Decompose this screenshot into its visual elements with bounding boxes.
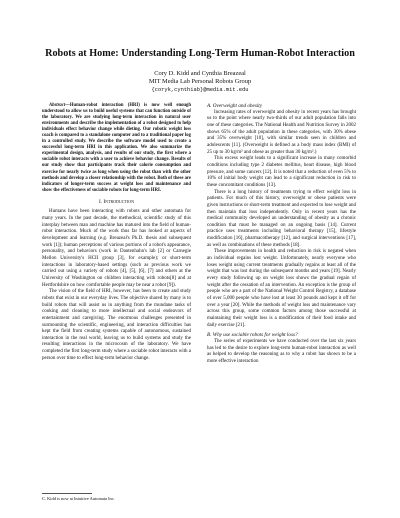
section-heading-introduction: I. Introduction <box>98 198 135 205</box>
author-block <box>0 70 400 94</box>
abstract <box>42 103 191 194</box>
subsection-a-paragraph-4: These improvements in health and reduction in risk is negated when an individual regains lost weight. Unfortunately, nearly everyone who loses weight using current treatments gradually regains at least all of the weight that was lost during the subsequent months and years [19]. Nearly every study following up on weight loss shows the gradual regain of weight after the cessation of an intervention. An exception is the group of people who are a part of the National Weight Control Registry, a database of over 5,000 people who have lost at least 30 pounds and kept it off for over a year [20]. While the methods of weight loss and maintenance vary across this group, some common factors among those successful at maintaining their weight loss is a modification of their food intake and daily exercise [21]. <box>207 249 356 328</box>
abstract-text: —Human-robot interaction (HRI) is now well enough understood to allow us to build useful systems that can function outside of the laboratory. We are studying long-term interaction in natural user environments and describe the implementation of a robot designed to help individuals effect behavior change while dieting. Our robotic weight loss coach is compared to a standalone computer and to a traditional paper log in a controlled study. We describe the software model used to create a successful long-term HRI in this application. We also summarize the experimental design, analysis, and results of our study, the first where a sociable robot interacts with a user to achieve behavior change. Results of our study show that participants track their calorie consumption and exercise for nearly twice as long when using the robot than with the other methods and develop a closer relationship with the robot. Both of these are indicators of longer-term success at weight loss and maintenance and show the effectiveness of sociable robots for long-term HRI. <box>42 103 192 193</box>
paper-title: Robots at Home: Understanding Long-Term Human-Robot Interaction <box>45 48 355 59</box>
subsection-heading-b: B. Why use sociable robots for weight loss? <box>207 332 298 339</box>
right-column <box>207 103 356 366</box>
footnote: C. Kidd is now at Intuitive Automata Inc. <box>42 496 115 501</box>
subsection-a-paragraph-3: There is a long history of treatments trying to effect weight loss in patients. For much of this history, overweight or obese patients were given instructions or short-term treatment and expected to lose weight and then maintain that loss independently. Only in recent years has the medical community developed an understanding of obesity as a chronic condition that must be managed on an ongoing basis [14]. Current practice uses treatments including behavioral therapy [15], lifestyle modification [16], pharmacotherapy [12], and surgical interventions [17], as well as combinations of these methods [18]. <box>207 189 356 248</box>
subsection-b-paragraph-1: The series of experiments we have conducted over the last six years has led to the desire to explore long-term human-robot interaction as well as helped to develop the reasoning as to why a robot has shown to be a more effective interaction <box>207 338 356 364</box>
affiliation: MIT Media Lab Personal Robots Group <box>148 78 252 85</box>
author-emails: {coryk,cynthiab}@media.mit.edu <box>151 87 249 93</box>
subsection-heading-a: A. Overweight and obesity <box>207 103 263 109</box>
intro-paragraph-2: The vision of the field of HRI, however, has been to create and study robots that exist in our everyday lives. The objective shared by many is to build robots that will assist us in anything from the mundane tasks of cooking and cleaning to more intellectual and social endeavors of entertainment and caregiving. The enormous challenges presented in surmounting the scientific, engineering, and interaction difficulties has kept the field from creating systems capable of autonomous, sustained interaction in the real world, leaving us to build systems and study the resulting interactions in the microcosm of the laboratory. We have completed the first long-term study where a sociable robot interacts with a person over time to effect long-term behavior change. <box>42 289 191 361</box>
subsection-a-paragraph-1: Increasing rates of overweight and obesity in recent years has brought us to the point where nearly two-thirds of our adult population falls into one of these categories. The National Health and Nutrition Survey in 2002 shows 65% of the adult population in these categories, with 30% obese and 35% overweight [10], with similar trends seen in children and adolescents [11]. (Overweight is defined as a body mass index (BMI) of 25 up to 30 kg/m² and obese as greater than 30 kg/m².) <box>207 109 356 155</box>
abstract-label: Abstract <box>49 103 66 108</box>
author-names: Cory D. Kidd and Cynthia Breazeal <box>154 70 246 77</box>
subsection-a-paragraph-2: This excess weight leads to a significant increase in many comorbid conditions including type 2 diabetes mellitus, heart disease, high blood pressure, and some cancers [12]. It is noted that a reduction of even 5% to 10% of initial body weight can lead to a significant reduction in risk to these concomitant conditions [13]. <box>207 156 356 188</box>
intro-paragraph-1: Humans have been interacting with robots and other automata for many years. In the past decade, the methodical, scientific study of this interplay between man and machine has matured into the field of human-robot interaction. Much of the work thus far has looked at aspects of development and learning (e.g. Breazeal's Ph.D. thesis and subsequent work [1]); human perceptions of various portions of a robot's appearance, personality, and behaviors (work in Dautenhahn's lab [2] or Carnegie Mellon University's HCII group [3], for example); or short-term interactions in laboratory-based settings (such as previous work we carried out using a variety of robots [4], [5], [6], [7] and others at the University of Washington on children interacting with robots[8] and at Hertfordshire on how comfortable people may be near a robot [9]). <box>42 209 191 288</box>
footnote-rule <box>42 493 92 494</box>
left-column <box>42 103 191 362</box>
